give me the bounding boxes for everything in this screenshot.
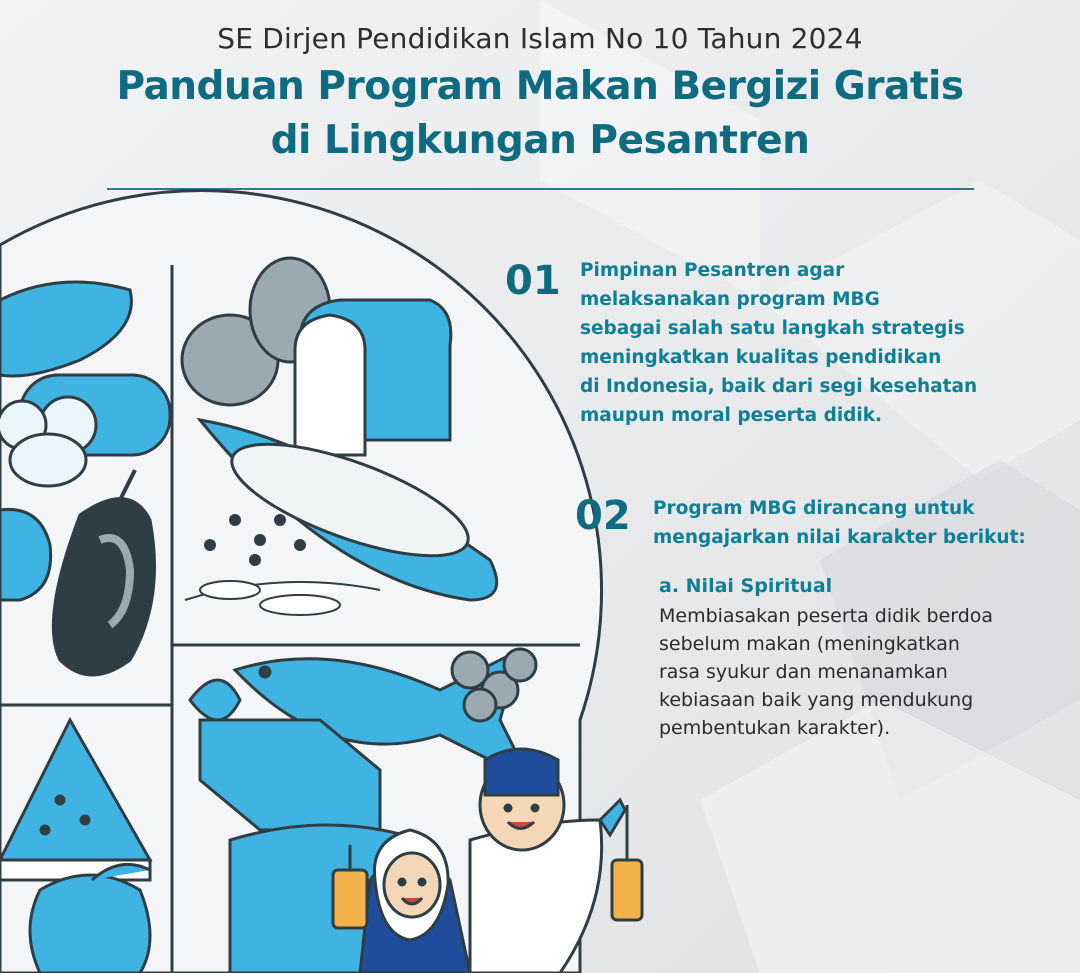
point-text-01: Pimpinan Pesantren agar melaksanakan program MBG sebagai salah satu langkah strategis meningkatkan kualitas pendidikan di Indonesia, baik dari segi kesehatan maupun moral peserta didik. <box>580 260 978 426</box>
point-number-01: 01 <box>505 258 561 304</box>
title-line-1: Panduan Program Makan Bergizi Gratis <box>116 64 964 109</box>
lantern-icon <box>333 845 367 928</box>
subpoint-body: Membiasakan peserta didik berdoa sebelum makan (meningkatkan rasa syukur dan menanamkan kebiasaan baik yang mendukung pembentukan karakter). <box>659 605 994 739</box>
point-text-02: Program MBG dirancang untuk mengajarkan nilai karakter berikut: <box>653 498 1026 548</box>
title-line-2: di Lingkungan Pesantren <box>270 118 810 163</box>
boy-character <box>470 749 625 973</box>
girl-character <box>360 830 470 973</box>
subpoint-heading: a. Nilai Spiritual <box>659 575 833 597</box>
header-subtitle: SE Dirjen Pendidikan Islam No 10 Tahun 2024 <box>217 22 863 55</box>
point-number-02: 02 <box>575 493 631 539</box>
